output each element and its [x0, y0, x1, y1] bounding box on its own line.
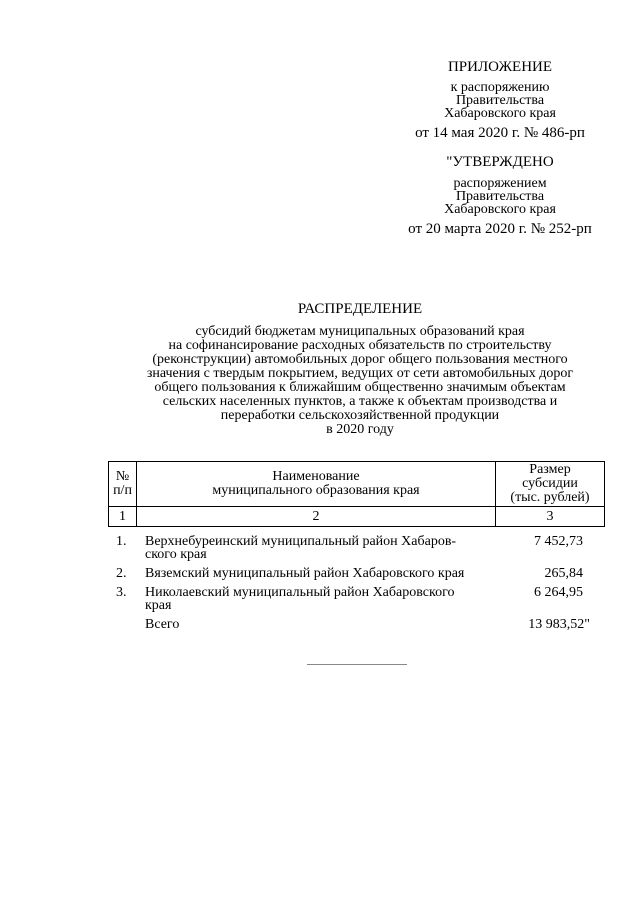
row-3-num: 3.: [116, 585, 127, 600]
header-num-line-2: п/п: [113, 483, 132, 498]
approved-line-1: распоряжением: [453, 176, 547, 191]
bottom-separator: [307, 664, 407, 665]
heading-line-6: сельских населенных пунктов, а также к объектам производства и: [162, 394, 558, 409]
heading-line-3: (реконструкции) автомобильных дорог общего пользования местного: [152, 352, 568, 367]
approved-date: от 20 марта 2020 г. № 252-рп: [408, 221, 592, 237]
col-number-2: 2: [137, 507, 496, 527]
appendix-line-2: Правительства: [455, 93, 545, 108]
header-name-line-1: Наименование: [272, 469, 360, 484]
header-num-line-1: №: [115, 469, 130, 484]
row-1-name-line-2: ского края: [145, 547, 207, 562]
header-amount-line-2: субсидии: [522, 476, 578, 491]
col-number-3: 3: [496, 507, 605, 527]
row-1-num: 1.: [116, 534, 127, 549]
header-amount-line-1: Размер: [529, 462, 571, 477]
col-number-1: 1: [109, 507, 137, 527]
approved-title: "УТВЕРЖДЕНО: [446, 154, 554, 170]
header-amount: [496, 462, 605, 507]
appendix-line-1: к распоряжению: [450, 80, 550, 95]
appendix-date: от 14 мая 2020 г. № 486-рп: [415, 125, 585, 141]
header-num: [109, 462, 137, 507]
header-name-line-2: муниципального образования края: [212, 483, 420, 498]
row-1-name-line-1: Верхнебуреинский муниципальный район Хабаров-: [145, 534, 457, 549]
appendix-line-3: Хабаровского края: [444, 106, 556, 121]
row-3-name-line-2: края: [145, 598, 172, 613]
header-name: [137, 462, 496, 507]
heading-line-2: на софинансирование расходных обязательств по строительству: [168, 338, 552, 353]
row-2-name-line-1: Вяземский муниципальный район Хабаровского края: [145, 566, 465, 581]
document-title: РАСПРЕДЕЛЕНИЕ: [297, 301, 423, 317]
heading-line-1: субсидий бюджетам муниципальных образований края: [195, 324, 525, 339]
row-2-amount: 265,84: [544, 566, 583, 581]
heading-line-8: в 2020 году: [326, 422, 394, 437]
heading-line-5: общего пользования к ближайшим общественно значимым объектам: [154, 380, 566, 395]
total-label: Всего: [145, 617, 180, 632]
header-amount-line-3: (тыс. рублей): [510, 490, 590, 505]
row-3-name-line-1: Николаевский муниципальный район Хабаровского: [145, 585, 455, 600]
distribution-table-header: [108, 461, 605, 527]
approved-line-3: Хабаровского края: [444, 202, 556, 217]
row-1-amount: 7 452,73: [534, 534, 583, 549]
row-3-amount: 6 264,95: [534, 585, 583, 600]
appendix-title: ПРИЛОЖЕНИЕ: [447, 59, 553, 75]
total-amount: 13 983,52": [528, 617, 590, 632]
heading-line-4: значения с твердым покрытием, ведущих от сети автомобильных дорог: [146, 366, 574, 381]
heading-line-7: переработки сельскохозяйственной продукции: [220, 408, 500, 423]
approved-line-2: Правительства: [455, 189, 545, 204]
row-2-num: 2.: [116, 566, 127, 581]
